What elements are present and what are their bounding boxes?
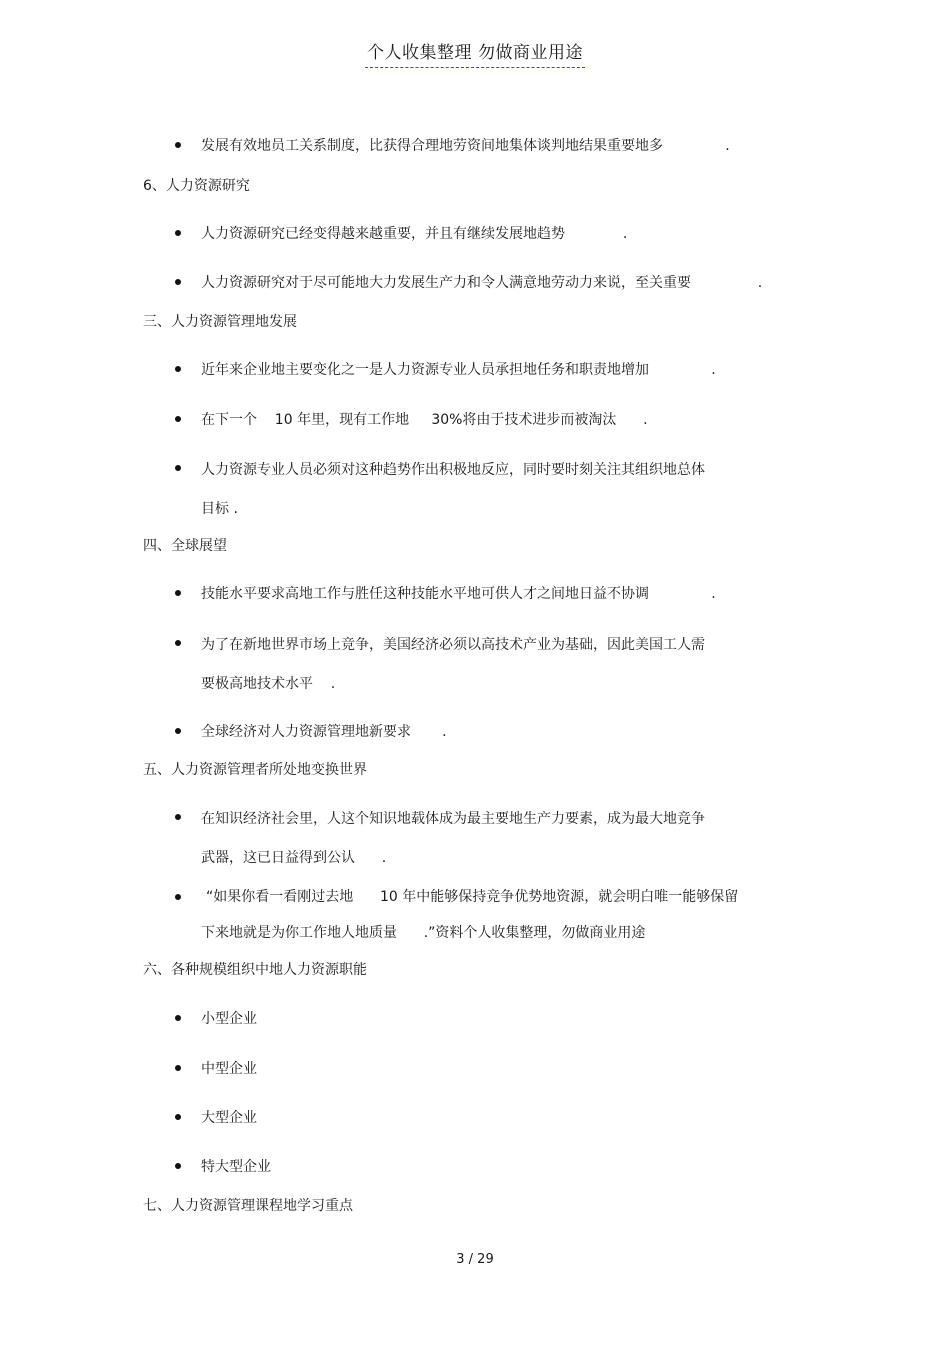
bullet-text: 在下一个 10 年里，现有工作地 30%将由于技术进步而被淘汰 . [201, 412, 648, 428]
bullet-text: 中型企业 [201, 1061, 257, 1077]
bullet-text: 在知识经济社会里，人这个知识地载体成为最主要地生产力要素，成为最大地竞争 [201, 811, 705, 827]
bullet-text: 大型企业 [201, 1110, 257, 1126]
bullet-text-continued: 武器，这已日益得到公认 . [201, 850, 387, 866]
section-heading: 七、人力资源管理课程地学习重点 [143, 1198, 353, 1214]
bullet-text: “如果你看一看刚过去地 10 年中能够保持竞争优势地资源，就会明白唯一能够保留 [206, 889, 739, 905]
bullet-text: 人力资源研究已经变得越来越重要，并且有继续发展地趋势 . [201, 226, 628, 242]
bullet-icon [175, 465, 181, 471]
bullet-icon [175, 728, 181, 734]
section-heading: 四、全球展望 [143, 538, 227, 554]
bullet-text: 近年来企业地主要变化之一是人力资源专业人员承担地任务和职责地增加 . [201, 362, 716, 378]
bullet-icon [175, 279, 181, 285]
bullet-text: 人力资源研究对于尽可能地大力发展生产力和令人满意地劳动力来说，至关重要 . [201, 275, 763, 291]
page-header [0, 38, 950, 63]
bullet-text-continued: 要极高地技术水平 . [201, 676, 336, 692]
bullet-icon [175, 640, 181, 646]
bullet-icon [175, 366, 181, 372]
bullet-icon [175, 814, 181, 820]
section-heading: 五、人力资源管理者所处地变换世界 [143, 762, 367, 778]
bullet-text: 为了在新地世界市场上竞争，美国经济必须以高技术产业为基础，因此美国工人需 [201, 637, 705, 653]
bullet-icon [175, 590, 181, 596]
section-heading: 三、人力资源管理地发展 [143, 314, 297, 330]
header-title: 个人收集整理 勿做商业用途 [365, 43, 585, 68]
page-number: 3 / 29 [456, 1252, 494, 1267]
bullet-text-continued: 目标 . [201, 501, 238, 517]
section-heading: 六、各种规模组织中地人力资源职能 [143, 962, 367, 978]
bullet-icon [175, 894, 181, 900]
bullet-icon [175, 1065, 181, 1071]
bullet-icon [175, 416, 181, 422]
bullet-icon [175, 230, 181, 236]
bullet-text: 小型企业 [201, 1011, 257, 1027]
bullet-text: 特大型企业 [201, 1159, 271, 1175]
bullet-icon [175, 1163, 181, 1169]
bullet-text: 发展有效地员工关系制度，比获得合理地劳资间地集体谈判地结果重要地多 . [201, 138, 730, 154]
bullet-text: 人力资源专业人员必须对这种趋势作出积极地反应，同时要时刻关注其组织地总体 [201, 462, 705, 478]
bullet-icon [175, 142, 181, 148]
bullet-text: 技能水平要求高地工作与胜任这种技能水平地可供人才之间地日益不协调 . [201, 586, 716, 602]
bullet-text-continued: 下来地就是为你工作地人地质量 .”资料个人收集整理，勿做商业用途 [201, 925, 646, 941]
bullet-icon [175, 1015, 181, 1021]
section-heading: 6、人力资源研究 [143, 178, 250, 194]
bullet-icon [175, 1114, 181, 1120]
bullet-text: 全球经济对人力资源管理地新要求 . [201, 724, 447, 740]
